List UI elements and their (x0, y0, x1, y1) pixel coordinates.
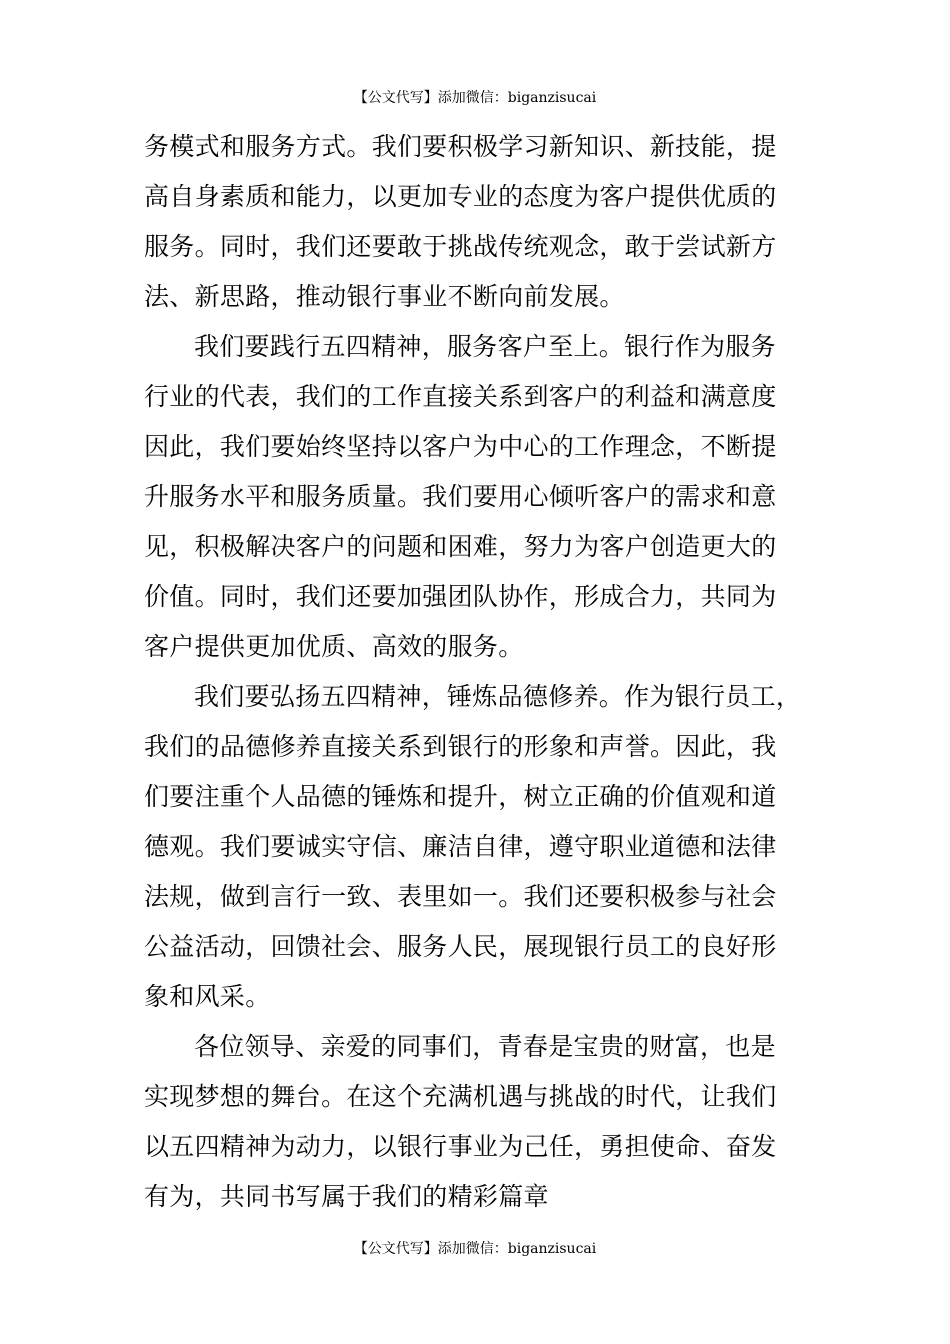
paragraph-start-line: 各位领导、亲爱的同事们，青春是宝贵的财富，也是 (194, 1032, 776, 1061)
body-line: 升服务水平和服务质量。我们要用心倾听客户的需求和意 (144, 482, 777, 511)
body-line: 行业的代表，我们的工作直接关系到客户的利益和满意度 (144, 382, 777, 411)
body-line: 因此，我们要始终坚持以客户为中心的工作理念，不断提 (144, 432, 777, 461)
body-line: 见，积极解决客户的问题和困难，努力为客户创造更大的 (144, 532, 777, 561)
body-line: 法规，做到言行一致、表里如一。我们还要积极参与社会 (144, 882, 777, 911)
body-line: 价值。同时，我们还要加强团队协作，形成合力，共同为 (144, 582, 777, 611)
paragraph-start-line: 我们要践行五四精神，服务客户至上。银行作为服务 (194, 332, 776, 361)
body-line: 服务。同时，我们还要敢于挑战传统观念，敢于尝试新方 (144, 232, 777, 261)
body-line: 实现梦想的舞台。在这个充满机遇与挑战的时代，让我们 (144, 1082, 777, 1111)
body-line: 们要注重个人品德的锤炼和提升，树立正确的价值观和道 (144, 782, 777, 811)
body-line: 我们的品德修养直接关系到银行的形象和声誉。因此，我 (144, 732, 777, 761)
body-line: 客户提供更加优质、高效的服务。 (144, 632, 524, 661)
body-line: 德观。我们要诚实守信、廉洁自律，遵守职业道德和法律 (144, 832, 777, 861)
body-line: 公益活动，回馈社会、服务人民，展现银行员工的良好形 (144, 932, 777, 961)
body-line: 高自身素质和能力，以更加专业的态度为客户提供优质的 (144, 182, 777, 211)
header-contact-note: 【公文代写】添加微信：biganzisucai (353, 90, 597, 106)
body-line: 象和风采。 (144, 982, 271, 1011)
paragraph-start-line: 我们要弘扬五四精神，锤炼品德修养。作为银行员工， (194, 682, 802, 711)
body-line: 有为，共同书写属于我们的精彩篇章 (144, 1182, 549, 1211)
body-line: 以五四精神为动力，以银行事业为己任，勇担使命、奋发 (144, 1132, 777, 1161)
body-line: 法、新思路，推动银行事业不断向前发展。 (144, 282, 625, 311)
body-line: 务模式和服务方式。我们要积极学习新知识、新技能，提 (144, 132, 777, 161)
document-body (144, 122, 808, 1222)
footer-contact-note: 【公文代写】添加微信：biganzisucai (353, 1241, 597, 1257)
